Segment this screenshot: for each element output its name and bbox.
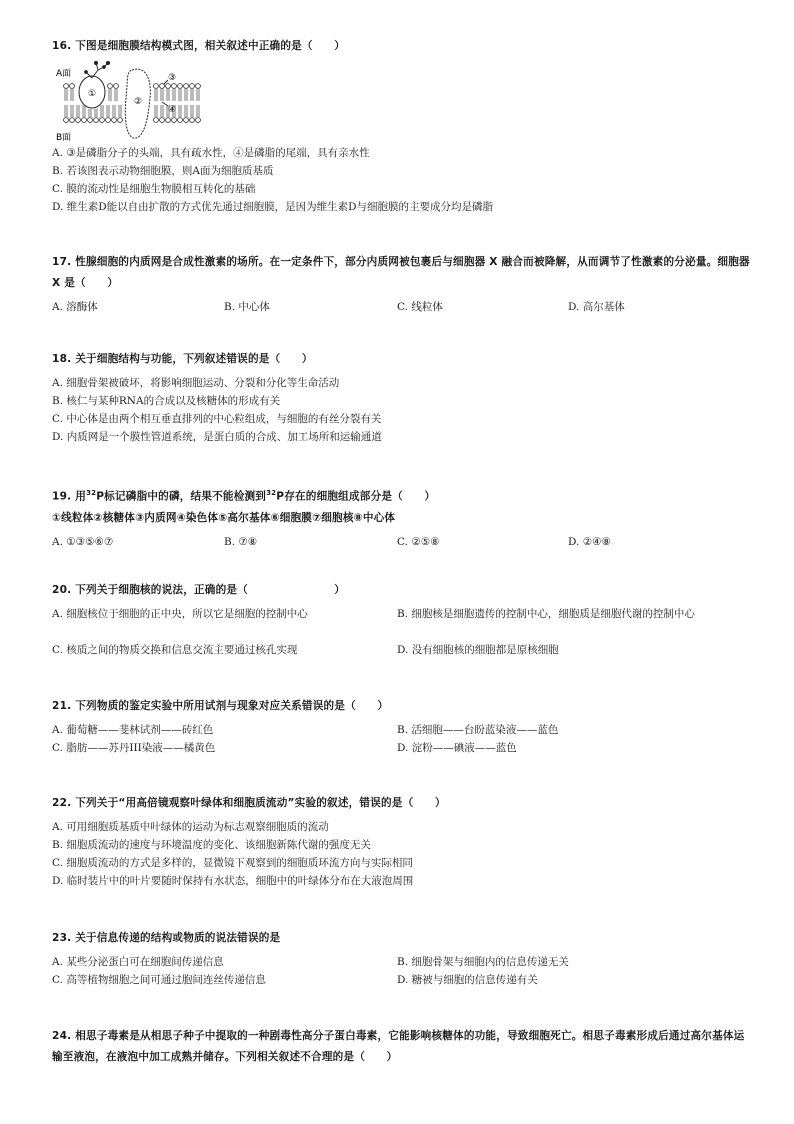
question-19-items: ①线粒体②核糖体③内质网④染色体⑤高尔基体⑥细胞膜⑦细胞核⑧中心体	[52, 511, 396, 524]
question-20-stem: 20. 下列关于细胞核的说法，正确的是（ ）	[52, 584, 346, 596]
option-b[interactable]: B. 细胞质流动的速度与环境温度的变化、该细胞新陈代谢的强度无关	[52, 839, 371, 851]
diagram-label-4: ④	[168, 105, 177, 115]
question-24	[52, 1026, 752, 1068]
option-a[interactable]: A. 细胞核位于细胞的正中央，所以它是细胞的控制中心	[52, 608, 308, 620]
question-17	[52, 252, 752, 316]
question-19	[52, 483, 752, 551]
option-a[interactable]: A. 可用细胞质基质中叶绿体的运动为标志观察细胞质的流动	[52, 821, 329, 833]
question-17-stem: 17. 性腺细胞的内质网是合成性激素的场所。在一定条件下，部分内质网被包裹后与细胞器 X 融合而被降解，从而调节了性激素的分泌量。细胞器 X 是（ ）	[52, 256, 750, 289]
option-b[interactable]: B. ⑦⑧	[224, 535, 258, 548]
diagram-label-3: ③	[168, 73, 177, 83]
option-d[interactable]: D. 维生素D能以自由扩散的方式优先通过细胞膜，是因为维生素D与细胞膜的主要成分均是磷脂	[52, 201, 494, 213]
option-c[interactable]: C. 细胞质流动的方式是多样的，显微镜下观察到的细胞质环流方向与实际相同	[52, 857, 413, 869]
option-b[interactable]: B. 细胞骨架与细胞内的信息传递无关	[397, 956, 569, 968]
option-a[interactable]: A. 细胞骨架被破坏，将影响细胞运动、分裂和分化等生命活动	[52, 377, 340, 389]
cell-membrane-diagram	[56, 58, 206, 144]
question-16	[52, 36, 752, 57]
option-c[interactable]: C. 线粒体	[397, 301, 443, 313]
option-c[interactable]: C. 高等植物细胞之间可通过胞间连丝传递信息	[52, 974, 266, 986]
question-23	[52, 928, 752, 989]
diagram-label-1: ①	[88, 89, 97, 99]
question-19-stem: 19. 用$^{32}$P标记磷脂中的磷，结果不能检测到$^{32}$P存在的细胞组成部分是（ ）	[52, 489, 436, 503]
option-c[interactable]: C. 中心体是由两个相互垂直排列的中心粒组成，与细胞的有丝分裂有关	[52, 413, 382, 425]
option-d[interactable]: D. 糖被与细胞的信息传递有关	[397, 974, 538, 986]
diagram-label-2: ②	[134, 97, 143, 107]
question-21-stem: 21. 下列物质的鉴定实验中所用试剂与现象对应关系错误的是（ ）	[52, 700, 389, 712]
option-a[interactable]: A. ①③⑤⑥⑦	[52, 535, 114, 548]
option-d[interactable]: D. 没有细胞核的细胞都是原核细胞	[397, 644, 559, 656]
diagram-label-a-face: A面	[56, 69, 72, 79]
option-a[interactable]: A. 某些分泌蛋白可在细胞间传递信息	[52, 956, 224, 968]
question-21	[52, 696, 752, 757]
question-24-stem: 24. 相思子毒素是从相思子种子中提取的一种剧毒性高分子蛋白毒素，它能影响核糖体的功能，导致细胞死亡。相思子毒素形成后通过高尔基体运输至液泡，在液泡中加工成熟并储存。下列相关叙述不合理的是（ ）	[52, 1030, 745, 1063]
question-22-stem: 22. 下列关于“用高倍镜观察叶绿体和细胞质流动”实验的叙述，错误的是（ ）	[52, 797, 446, 809]
option-b[interactable]: B. 中心体	[224, 301, 270, 313]
option-a[interactable]: A. 溶酶体	[52, 301, 98, 313]
option-c[interactable]: C. 脂肪——苏丹III染液——橘黄色	[52, 742, 216, 754]
option-d[interactable]: D. 淀粉——碘液——蓝色	[397, 742, 517, 754]
option-b[interactable]: B. 核仁与某种RNA的合成以及核糖体的形成有关	[52, 395, 281, 407]
question-16-options	[52, 144, 752, 216]
option-d[interactable]: D. ②④⑧	[568, 535, 611, 548]
option-b[interactable]: B. 活细胞——台盼蓝染液——蓝色	[397, 724, 559, 736]
question-20	[52, 580, 752, 659]
option-d[interactable]: D. 临时装片中的叶片要随时保持有水状态，细胞中的叶绿体分布在大液泡周围	[52, 875, 414, 887]
option-d[interactable]: D. 高尔基体	[568, 301, 625, 313]
question-18	[52, 349, 752, 446]
option-b[interactable]: B. 若该图表示动物细胞膜，则A面为细胞质基质	[52, 165, 274, 177]
option-a[interactable]: A. 葡萄糖——斐林试剂——砖红色	[52, 724, 214, 736]
question-18-stem: 18. 关于细胞结构与功能，下列叙述错误的是（ ）	[52, 353, 313, 365]
option-a[interactable]: A. ③是磷脂分子的头端，具有疏水性，④是磷脂的尾端，具有亲水性	[52, 147, 370, 159]
option-c[interactable]: C. 膜的流动性是细胞生物膜相互转化的基础	[52, 183, 256, 195]
question-23-stem: 23. 关于信息传递的结构或物质的说法错误的是	[52, 932, 281, 944]
option-c[interactable]: C. 核质之间的物质交换和信息交流主要通过核孔实现	[52, 644, 298, 656]
option-d[interactable]: D. 内质网是一个膜性管道系统，是蛋白质的合成、加工场所和运输通道	[52, 431, 382, 443]
question-16-stem: 16. 下图是细胞膜结构模式图，相关叙述中正确的是（ ）	[52, 40, 346, 52]
diagram-label-b-face: B面	[56, 133, 72, 143]
option-c[interactable]: C. ②⑤⑧	[397, 535, 440, 548]
question-22	[52, 793, 752, 890]
option-b[interactable]: B. 细胞核是细胞遗传的控制中心，细胞质是细胞代谢的控制中心	[397, 608, 695, 620]
